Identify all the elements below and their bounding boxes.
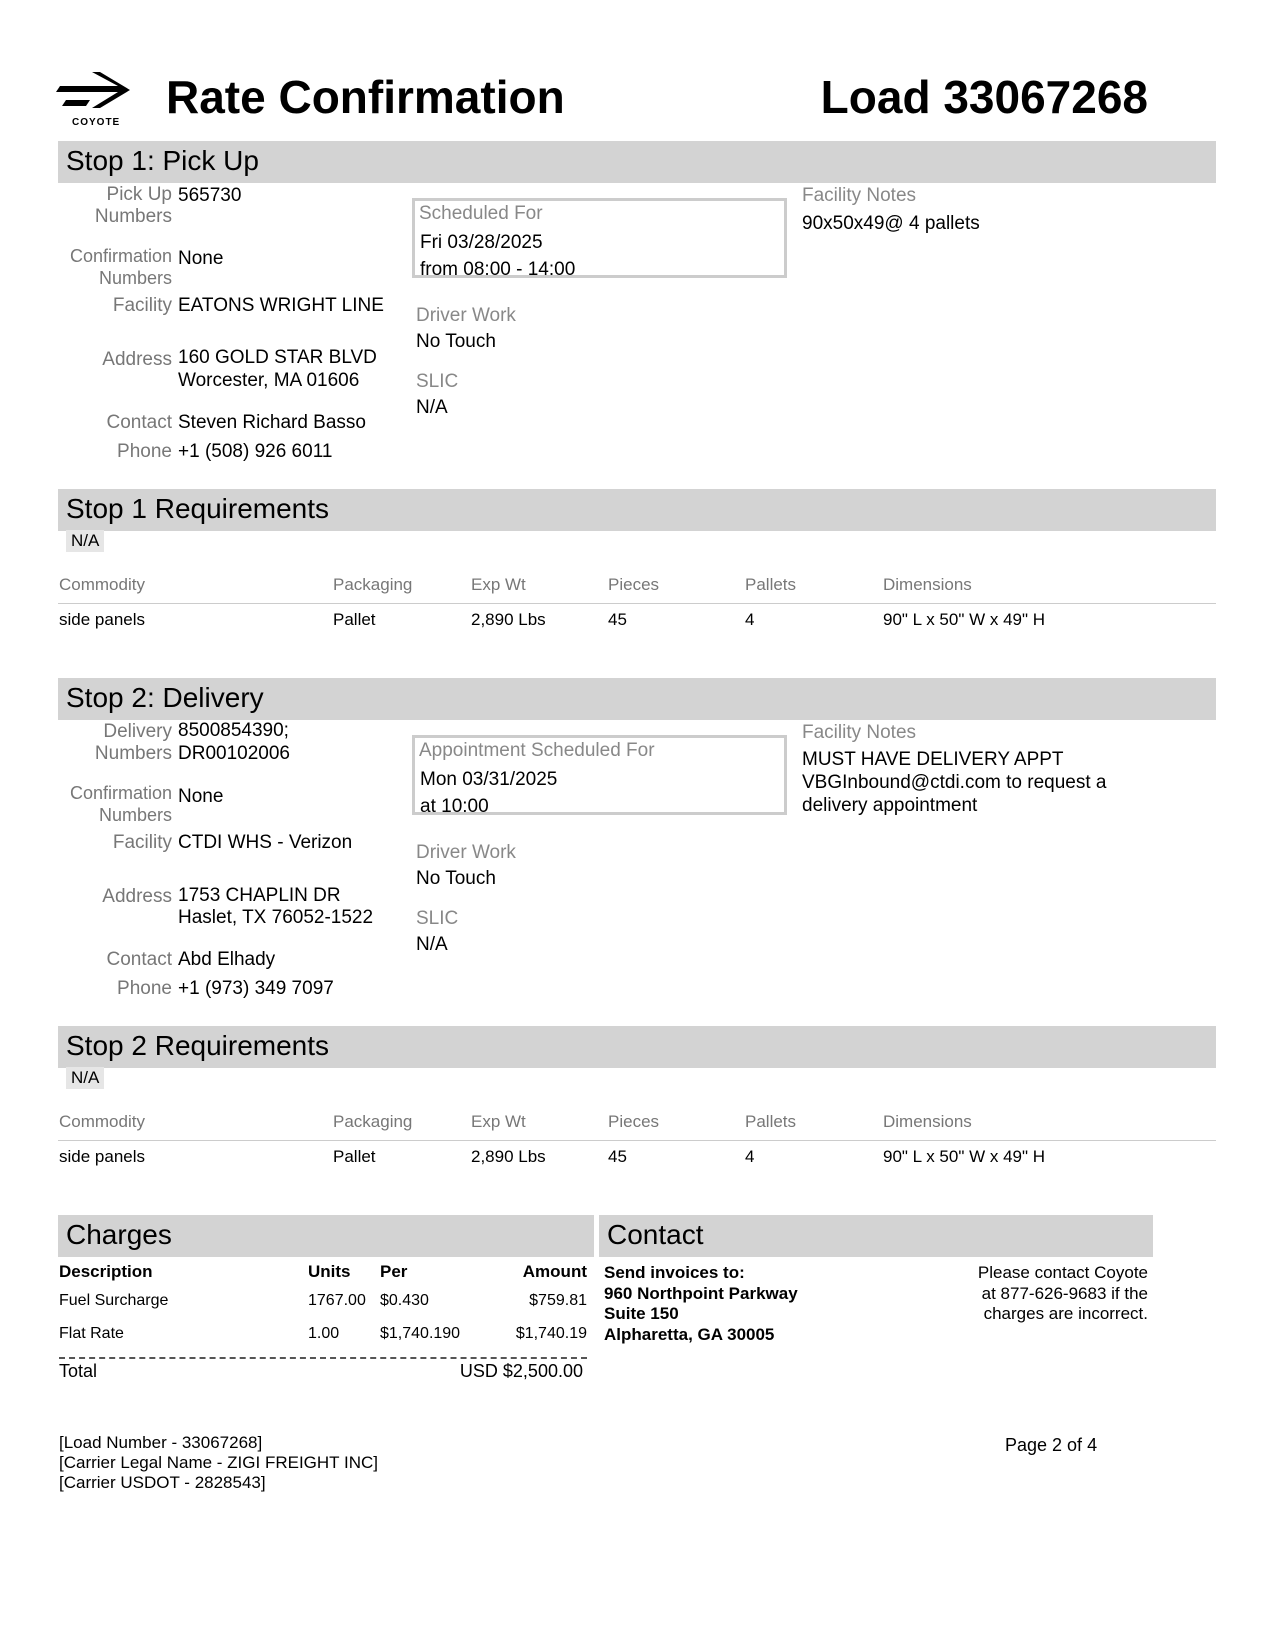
charges-col-description: Description xyxy=(59,1262,153,1281)
stop2-heading: Stop 2: Delivery xyxy=(66,682,264,713)
stop1-col-commodity: Commodity xyxy=(59,575,145,594)
stop1-col-exp-wt: Exp Wt xyxy=(471,575,526,594)
stop2-driver-work-value: No Touch xyxy=(416,868,496,889)
stop1-notes-value: 90x50x49@ 4 pallets xyxy=(802,213,980,234)
stop2-facility-value: CTDI WHS - Verizon xyxy=(178,832,353,853)
stop2-header-bar xyxy=(58,678,1216,720)
stop1-contact-value: Steven Richard Basso xyxy=(178,412,366,433)
charges-col-units: Units xyxy=(308,1262,351,1281)
stop1-heading: Stop 1: Pick Up xyxy=(66,145,259,176)
stop2-address-line2: Haslet, TX 76052-1522 xyxy=(178,907,374,928)
stop2-cell-exp-wt: 2,890 Lbs xyxy=(471,1147,546,1166)
stop1-requirements-badge: N/A xyxy=(66,530,104,552)
stop1-driver-work-label: Driver Work xyxy=(416,305,516,326)
stop1-col-pallets: Pallets xyxy=(745,575,797,594)
stop1-schedule-time: from 08:00 - 14:00 xyxy=(420,259,576,280)
stop1-slic-label: SLIC xyxy=(416,371,459,392)
stop1-schedule-date: Fri 03/28/2025 xyxy=(420,232,543,253)
stop2-schedule-box xyxy=(412,735,787,815)
stop1-driver-work-value: No Touch xyxy=(416,331,496,352)
contact-note-line2: at 877-626-9683 if the xyxy=(981,1284,1148,1303)
load-number-title: Load 33067268 xyxy=(820,71,1148,123)
stop1-confirmation-value: None xyxy=(178,248,224,269)
stop1-phone-label: Phone xyxy=(117,441,172,462)
stop1-cell-exp-wt: 2,890 Lbs xyxy=(471,610,546,629)
stop1-numbers-label: Pick Up Numbers xyxy=(94,184,172,227)
stop2-confirmation-value: None xyxy=(178,786,224,807)
charges-col-amount: Amount xyxy=(522,1262,587,1281)
stop1-col-dimensions: Dimensions xyxy=(883,575,972,594)
stop2-schedule-date: Mon 03/31/2025 xyxy=(420,769,558,790)
stop2-address-label: Address xyxy=(102,886,172,907)
stop2-table-divider xyxy=(58,1140,1216,1141)
stop2-col-commodity: Commodity xyxy=(59,1112,145,1131)
stop1-cell-pallets: 4 xyxy=(745,610,755,629)
stop1-cell-dimensions: 90" L x 50" W x 49" H xyxy=(883,610,1046,629)
stop1-schedule-label: Scheduled For xyxy=(419,203,543,224)
stop1-confirmation-label: Confirmation Numbers xyxy=(69,246,172,288)
contact-note-line1: Please contact Coyote xyxy=(977,1263,1148,1282)
stop2-requirements-heading: Stop 2 Requirements xyxy=(66,1030,330,1061)
footer-load-number: [Load Number - 33067268] xyxy=(59,1433,263,1452)
stop2-numbers-label: Delivery Numbers xyxy=(94,721,172,764)
charges-header-bar xyxy=(58,1215,594,1257)
charge-amount: $1,740.19 xyxy=(515,1325,587,1342)
stop1-numbers-value: 565730 xyxy=(178,185,242,206)
charge-units: 1767.00 xyxy=(308,1292,366,1309)
stop1-notes-label: Facility Notes xyxy=(802,185,917,206)
stop2-col-dimensions: Dimensions xyxy=(883,1112,972,1131)
stop1-facility-value: EATONS WRIGHT LINE xyxy=(178,295,384,316)
stop2-slic-value: N/A xyxy=(416,934,448,955)
stop2-driver-work-label: Driver Work xyxy=(416,842,516,863)
stop2-col-exp-wt: Exp Wt xyxy=(471,1112,526,1131)
charge-per: $1,740.190 xyxy=(380,1325,461,1342)
charges-total-value: USD $2,500.00 xyxy=(459,1361,583,1381)
footer-carrier-usdot: [Carrier USDOT - 2828543] xyxy=(59,1473,266,1492)
stop1-contact-label: Contact xyxy=(106,412,172,433)
charge-units: 1.00 xyxy=(308,1325,340,1342)
stop2-col-pallets: Pallets xyxy=(745,1112,797,1131)
contact-invoice-line3: Alpharetta, GA 30005 xyxy=(604,1325,775,1344)
stop1-requirements-bar xyxy=(58,489,1216,531)
stop1-facility-label: Facility xyxy=(112,295,172,316)
stop1-cell-packaging: Pallet xyxy=(333,610,376,629)
stop2-requirements-bar xyxy=(58,1026,1216,1068)
stop1-col-packaging: Packaging xyxy=(333,575,413,594)
stop2-requirements-badge: N/A xyxy=(66,1067,104,1089)
stop1-slic-value: N/A xyxy=(416,397,448,418)
stop2-confirmation-label: Confirmation Numbers xyxy=(69,783,172,825)
charge-description: Fuel Surcharge xyxy=(59,1292,169,1309)
stop2-notes-line1: MUST HAVE DELIVERY APPT xyxy=(802,749,1064,770)
stop2-schedule-time: at 10:00 xyxy=(420,796,489,817)
page-number: Page 2 of 4 xyxy=(1005,1435,1098,1455)
page-title: Rate Confirmation xyxy=(166,71,565,123)
stop2-cell-dimensions: 90" L x 50" W x 49" H xyxy=(883,1147,1046,1166)
stop2-phone-value: +1 (973) 349 7097 xyxy=(178,978,334,999)
coyote-logo-icon xyxy=(56,72,132,108)
stop1-requirements-heading: Stop 1 Requirements xyxy=(66,493,330,524)
stop1-address-line1: 160 GOLD STAR BLVD xyxy=(178,347,377,368)
stop1-cell-pieces: 45 xyxy=(608,610,627,629)
charges-total-label: Total xyxy=(59,1361,98,1381)
stop1-address-line2: Worcester, MA 01606 xyxy=(178,370,360,391)
footer-carrier-name: [Carrier Legal Name - ZIGI FREIGHT INC] xyxy=(59,1453,378,1472)
stop1-col-pieces: Pieces xyxy=(608,575,660,594)
stop2-cell-pallets: 4 xyxy=(745,1147,755,1166)
stop2-phone-label: Phone xyxy=(117,978,172,999)
stop2-cell-commodity: side panels xyxy=(59,1147,146,1166)
stop2-schedule-label: Appointment Scheduled For xyxy=(419,740,655,761)
stop1-address-label: Address xyxy=(102,349,172,370)
stop2-cell-packaging: Pallet xyxy=(333,1147,376,1166)
stop1-header-bar xyxy=(58,141,1216,183)
charge-amount: $759.81 xyxy=(529,1292,587,1309)
stop1-phone-value: +1 (508) 926 6011 xyxy=(178,441,333,462)
stop2-contact-label: Contact xyxy=(106,949,172,970)
stop2-notes-line3: delivery appointment xyxy=(802,795,978,816)
brand-logo-text: COYOTE xyxy=(72,117,121,128)
contact-invoice-line1: 960 Northpoint Parkway xyxy=(604,1284,798,1303)
stop2-notes-label: Facility Notes xyxy=(802,722,917,743)
contact-header-bar xyxy=(599,1215,1153,1257)
stop2-contact-value: Abd Elhady xyxy=(178,949,276,970)
contact-note-line3: charges are incorrect. xyxy=(983,1304,1148,1323)
charges-heading: Charges xyxy=(66,1219,172,1250)
charges-col-per: Per xyxy=(380,1262,408,1281)
stop1-schedule-box xyxy=(412,198,787,278)
stop2-numbers-line1: 8500854390; xyxy=(178,720,289,741)
contact-invoice-label: Send invoices to: xyxy=(604,1263,745,1282)
stop2-cell-pieces: 45 xyxy=(608,1147,627,1166)
stop2-facility-label: Facility xyxy=(112,832,172,853)
charges-total-divider xyxy=(59,1357,587,1359)
charge-description: Flat Rate xyxy=(59,1325,124,1342)
contact-invoice-line2: Suite 150 xyxy=(604,1304,679,1323)
stop2-numbers-line2: DR00102006 xyxy=(178,743,290,764)
stop2-col-pieces: Pieces xyxy=(608,1112,660,1131)
charge-per: $0.430 xyxy=(380,1292,429,1309)
stop2-slic-label: SLIC xyxy=(416,908,459,929)
stop2-col-packaging: Packaging xyxy=(333,1112,413,1131)
stop2-address-line1: 1753 CHAPLIN DR xyxy=(178,885,341,906)
stop2-notes-line2: VBGInbound@ctdi.com to request a xyxy=(802,772,1107,793)
contact-heading: Contact xyxy=(607,1219,704,1250)
stop1-cell-commodity: side panels xyxy=(59,610,146,629)
stop1-table-divider xyxy=(58,603,1216,604)
